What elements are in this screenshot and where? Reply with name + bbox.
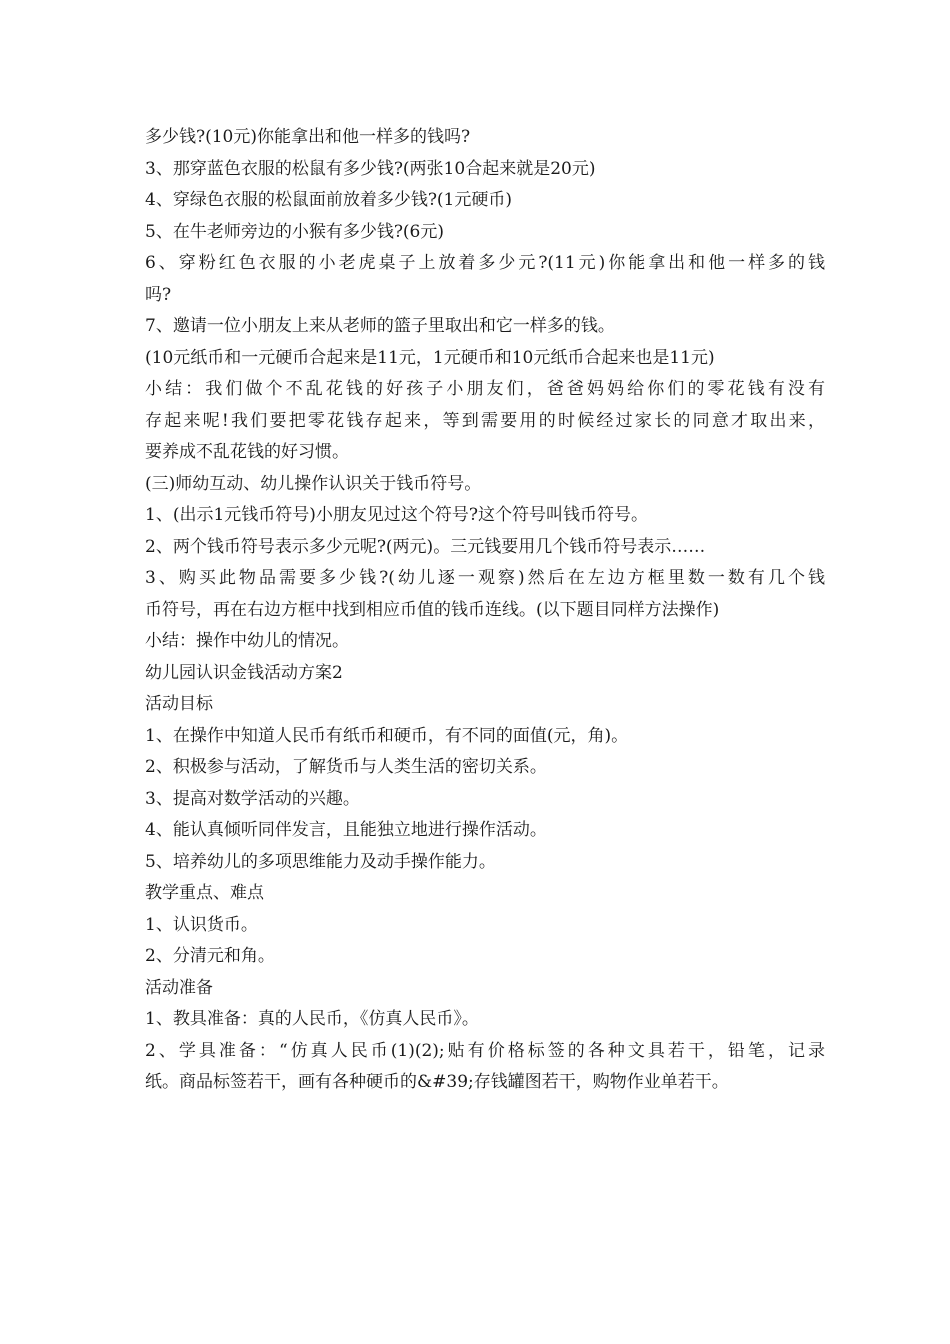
text-line: 吗? (145, 284, 172, 305)
text-line: 1、(出示1元钱币符号)小朋友见过这个符号?这个符号叫钱币符号。 (145, 505, 649, 525)
text-line: 2、学具准备：“仿真人民币(1)(2);贴有价格标签的各种文具若干，铅笔，记录 (145, 1040, 825, 1061)
text-line: 5、培养幼儿的多项思维能力及动手操作能力。 (145, 851, 496, 872)
text-line: 2、两个钱币符号表示多少元呢?(两元)。三元钱要用几个钱币符号表示…… (145, 536, 706, 557)
text-line: 要养成不乱花钱的好习惯。 (145, 442, 349, 462)
text-line: 1、教具准备：真的人民币，《仿真人民币》。 (145, 1009, 479, 1029)
document-body (145, 122, 825, 1099)
text-line: 2、分清元和角。 (145, 946, 275, 966)
text-line: 教学重点、难点 (145, 883, 264, 903)
text-line: 7、邀请一位小朋友上来从老师的篮子里取出和它一样多的钱。 (145, 316, 615, 336)
text-line: 5、在牛老师旁边的小猴有多少钱?(6元) (145, 221, 445, 242)
text-line: 4、能认真倾听同伴发言，且能独立地进行操作活动。 (145, 820, 547, 840)
text-line: 小结：我们做个不乱花钱的好孩子小朋友们，爸爸妈妈给你们的零花钱有没有 (145, 379, 825, 399)
text-line: 4、穿绿色衣服的松鼠面前放着多少钱?(1元硬币) (145, 190, 513, 210)
text-line: 3、提高对数学活动的兴趣。 (145, 788, 360, 809)
text-line: 1、在操作中知道人民币有纸币和硬币，有不同的面值(元，角)。 (145, 725, 629, 746)
text-line: 活动目标 (145, 694, 213, 714)
text-line: 存起来呢!我们要把零花钱存起来，等到需要用的时候经过家长的同意才取出来， (145, 410, 825, 431)
text-line: (三)师幼互动、幼儿操作认识关于钱币符号。 (145, 473, 482, 494)
text-line: 活动准备 (145, 977, 213, 998)
text-line: 3、那穿蓝色衣服的松鼠有多少钱?(两张10合起来就是20元) (145, 158, 596, 179)
text-line: 1、认识货币。 (145, 914, 258, 935)
text-line: 多少钱?(10元)你能拿出和他一样多的钱吗? (145, 127, 471, 147)
text-line: 6、穿粉红色衣服的小老虎桌子上放着多少元?(11元)你能拿出和他一样多的钱 (145, 253, 825, 273)
text-line: 小结：操作中幼儿的情况。 (145, 631, 349, 651)
text-line: (10元纸币和一元硬币合起来是11元，1元硬币和10元纸币合起来也是11元) (145, 347, 715, 368)
text-line: 币符号，再在右边方框中找到相应币值的钱币连线。(以下题目同样方法操作) (145, 599, 720, 620)
text-line: 2、积极参与活动，了解货币与人类生活的密切关系。 (145, 757, 547, 777)
text-line: 3、购买此物品需要多少钱?(幼儿逐一观察)然后在左边方框里数一数有几个钱 (145, 568, 825, 588)
text-line: 幼儿园认识金钱活动方案2 (145, 662, 343, 683)
text-line: 纸。商品标签若干，画有各种硬币的&#39;存钱罐图若干，购物作业单若干。 (145, 1072, 729, 1092)
